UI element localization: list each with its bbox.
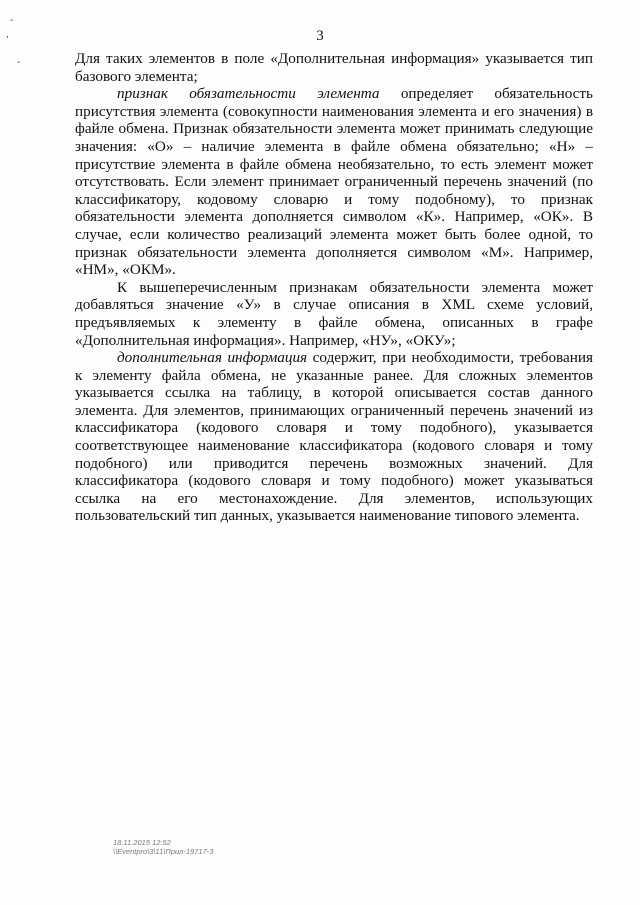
document-body [75, 50, 593, 525]
footer-path: \\Eventpro\3\11\Прил-19717-3 [113, 847, 214, 856]
footer-stamp [113, 838, 213, 856]
scan-mark: - [10, 15, 14, 26]
term-italic: признак обязательности элемента [117, 85, 380, 103]
paragraph [75, 50, 593, 85]
paragraph [75, 85, 593, 279]
paragraph-text: Для таких элементов в поле «Дополнительная информация» указывается тип базового элемента; [75, 50, 593, 85]
paragraph [75, 349, 593, 525]
paragraph-text: К вышеперечисленным признакам обязательности элемента может добавляться значение «У» в случае описания в XML схеме условий, предъявляемых к элементу в файле обмена, описанных в графе «Дополнительная информация». Например, «НУ», «ОКУ»; [75, 278, 593, 349]
paragraph-text: определяет обязательность присутствия элемента (совокупности наименования элемента и его значения) в файле обмена. Признак обязательности элемента может принимать следующие значения: «О» – наличие элемента в файле обмена обязательно; «Н» – присутствие элемента в файле обмена необязательно, то есть элемент может отсутствовать. Если элемент принимает ограниченный перечень значений (по классификатору, кодовому словарю и тому подобному), то признак обязательности элемента дополняется символом «К». Например, «ОК». В случае, если количество реализаций элемента может быть более одной, то признак обязательности элемента дополняется символом «М». Например, «НМ», «ОКМ». [75, 85, 593, 279]
scan-mark: - [17, 57, 21, 68]
page-number: 3 [316, 28, 324, 44]
paragraph [75, 279, 593, 349]
term-italic: дополнительная информация [117, 349, 308, 367]
scan-mark: , [6, 29, 9, 40]
paragraph-text: содержит, при необходимости, требования к элементу файла обмена, не указанные ранее. Для сложных элементов указывается ссылка на таблицу, в которой описывается состав данного элемента. Для элементов, принимающих ограниченный перечень значений из классификатора (кодового словаря и тому подобного), указывается соответствующее наименование классификатора (кодового словаря и тому подобного) или приводится перечень возможных значений. Для классификатора (кодового словаря и тому подобного) может указываться ссылка на его местонахождение. Для элементов, использующих пользовательский тип данных, указывается наименование типового элемента. [75, 349, 593, 525]
footer-date: 18.11.2015 12:52 [113, 838, 171, 847]
